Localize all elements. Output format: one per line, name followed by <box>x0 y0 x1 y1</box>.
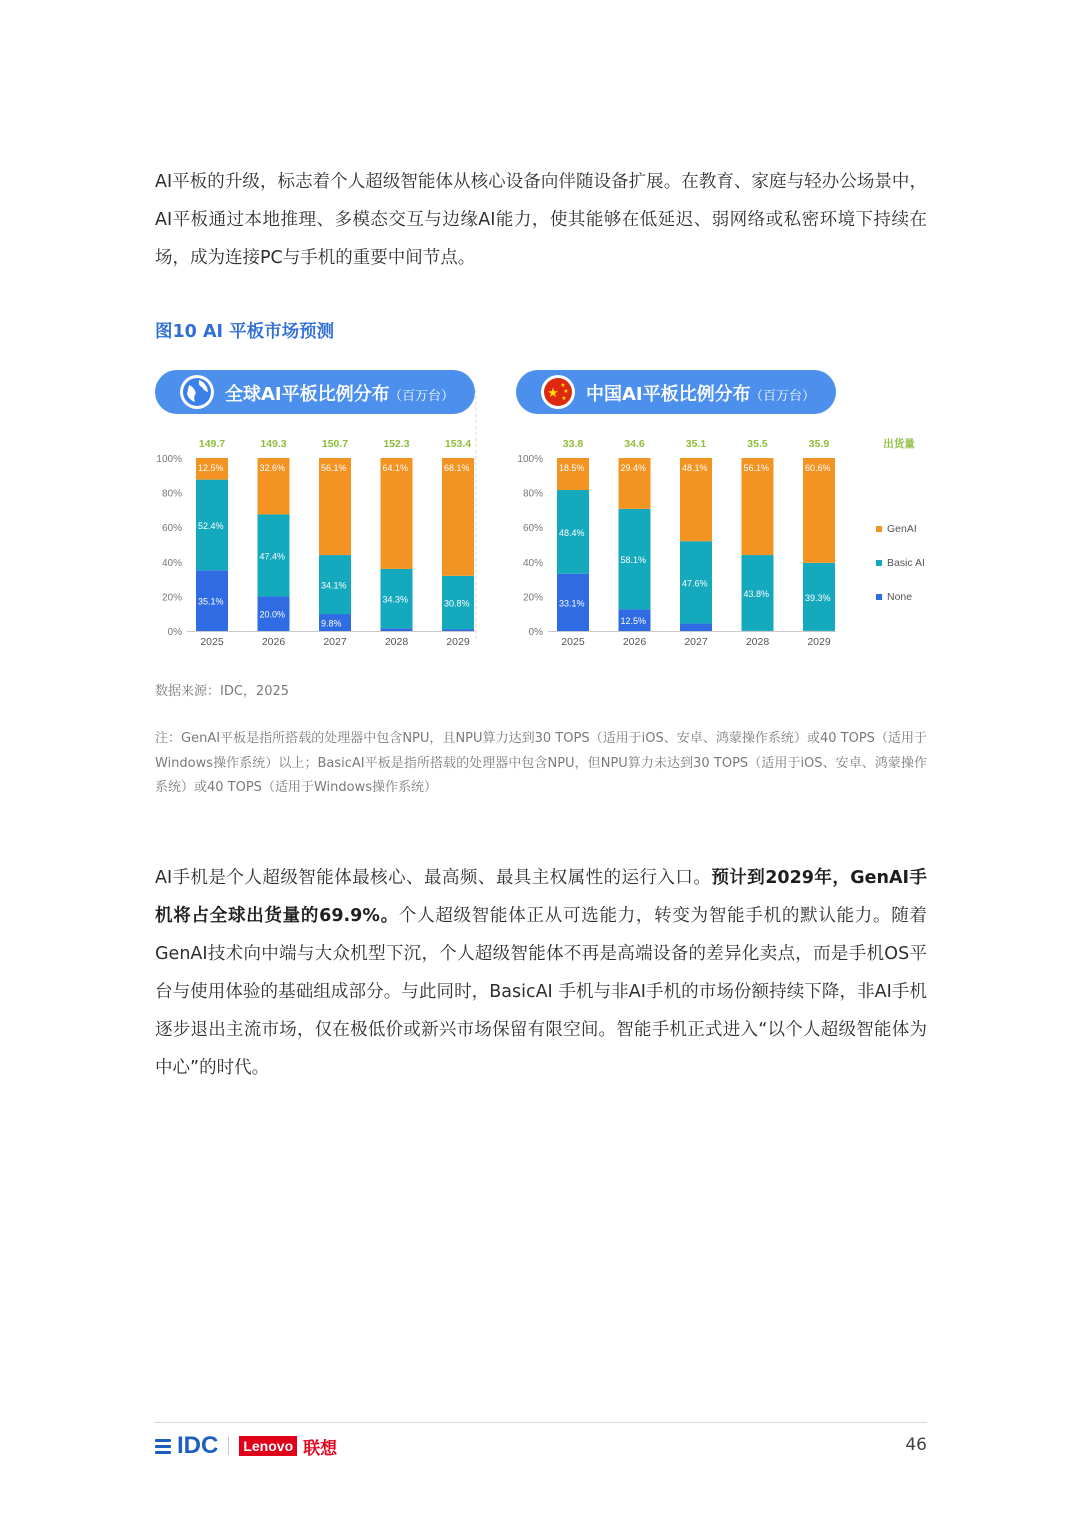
data-label: 18.5% <box>559 463 585 473</box>
data-label: 29.4% <box>620 463 647 473</box>
charts-figure <box>0 360 1080 660</box>
data-label: 43.8% <box>743 588 770 599</box>
data-label: 68.1% <box>444 463 470 473</box>
flag-small-star-icon: ★ <box>560 383 566 389</box>
legend-label: None <box>887 591 913 603</box>
bar-segment-none <box>442 629 474 631</box>
x-tick-label: 2025 <box>561 636 585 648</box>
legend-label: Basic AI <box>887 557 925 569</box>
flag-small-star-icon: ★ <box>563 389 569 395</box>
y-tick-label: 80% <box>522 488 543 500</box>
globe-icon <box>183 378 211 406</box>
data-label: 58.1% <box>620 555 647 566</box>
shipment-total-label: 149.7 <box>198 438 226 450</box>
data-label: 32.6% <box>259 463 286 473</box>
y-tick-label: 60% <box>522 523 543 535</box>
shipment-total-label: 35.1 <box>685 438 707 450</box>
x-tick-label: 2028 <box>745 636 770 648</box>
data-label: 52.4% <box>198 520 224 531</box>
y-tick-label: 40% <box>161 557 182 569</box>
bar-segment-genai <box>442 458 474 576</box>
data-label: 34.3% <box>382 594 409 605</box>
shipment-total-label: 35.5 <box>747 438 768 450</box>
x-tick-label: 2027 <box>323 636 347 648</box>
idc-mark-icon <box>155 1439 171 1454</box>
flag-star-icon: ★ <box>547 385 559 400</box>
data-label: 39.3% <box>805 592 831 603</box>
data-label: 9.8% <box>321 618 342 629</box>
x-tick-label: 2026 <box>622 636 647 648</box>
data-label: 48.4% <box>559 527 585 538</box>
chart-title-1: 中国AI平板比例分布 <box>586 384 751 405</box>
shipment-total-label: 149.3 <box>260 438 287 450</box>
page-number: 46 <box>905 1435 927 1455</box>
data-source: 数据来源：IDC，2025 <box>155 684 290 699</box>
data-label: 56.1% <box>743 463 770 473</box>
intro-paragraph: AI平板的升级，标志着个人超级智能体从核心设备向伴随设备扩展。在教育、家庭与轻办公场景中，AI平板通过本地推理、多模态交互与边缘AI能力，使其能够在低延迟、弱网络或私密环境下持续在场，成为连接PC与手机的重要中间节点。 <box>155 172 927 268</box>
data-label: 64.1% <box>382 463 409 473</box>
x-tick-label: 2026 <box>261 636 286 648</box>
chart-title-unit-0: （百万台） <box>389 389 455 404</box>
y-tick-label: 100% <box>156 454 182 465</box>
y-tick-label: 40% <box>522 557 543 569</box>
data-label: 12.5% <box>198 463 224 473</box>
y-tick-label: 20% <box>522 592 543 604</box>
data-label: 20.0% <box>259 609 286 620</box>
phone-paragraph-intro: AI手机是个人超级智能体最核心、最高频、最具主权属性的运行入口。 <box>155 868 712 888</box>
data-label: 12.5% <box>620 616 647 627</box>
y-tick-label: 100% <box>517 454 543 465</box>
shipment-total-label: 35.9 <box>808 438 830 450</box>
shipment-total-label: 34.6 <box>624 438 645 450</box>
data-label: 33.1% <box>559 598 585 609</box>
phone-paragraph <box>155 859 927 1087</box>
lenovo-logo: Lenovo <box>239 1436 297 1456</box>
phone-paragraph-body: 个人超级智能体正从可选能力，转变为智能手机的默认能力。随着GenAI技术向中端与大众机型下沉，个人超级智能体不再是高端设备的差异化卖点，而是手机OS平台与使用体验的基础组成部分。与此同时，BasicAI 手机与非AI手机的市场份额持续下降，非AI手机逐步退出主流市场，仅在极低价或新兴市场保留有限空间。智能手机正式进入“以个人超级智能体为中心”的时代。 <box>155 906 928 1078</box>
y-tick-label: 0% <box>167 627 182 638</box>
y-tick-label: 0% <box>528 627 543 638</box>
flag-small-star-icon: ★ <box>561 396 567 402</box>
legend-shipment-label: 出货量 <box>883 438 915 450</box>
bar-segment-genai <box>381 458 413 569</box>
y-tick-label: 80% <box>161 488 182 500</box>
legend-swatch <box>876 594 882 600</box>
data-label: 47.6% <box>682 578 708 589</box>
footer-divider <box>155 1422 927 1423</box>
x-tick-label: 2027 <box>684 636 708 648</box>
data-label: 60.6% <box>805 463 831 473</box>
lenovo-cn-logo: 联想 <box>303 1438 338 1459</box>
bar-segment-none <box>381 628 413 631</box>
legend-label: GenAI <box>887 523 917 535</box>
shipment-total-label: 33.8 <box>562 438 584 450</box>
bar-segment-none <box>680 624 712 631</box>
bar-segment-genai <box>803 458 835 563</box>
data-label: 48.1% <box>682 463 708 473</box>
chart-footnote: 注：GenAI平板是指所搭载的处理器中包含NPU，且NPU算力达到30 TOPS（适用于iOS、安卓、鸿蒙操作系统）或40 TOPS（适用于Windows操作系统）以上；BasicAI平板是指所搭载的处理器中包含NPU，但NPU算力未达到30 TOPS（适用于iOS、安卓、鸿蒙操作系统）或40 TOPS（适用于Windows操作系统） <box>155 731 927 795</box>
legend-swatch <box>876 526 882 532</box>
chart-title-unit-1: （百万台） <box>750 389 816 404</box>
x-tick-label: 2029 <box>807 636 831 648</box>
data-label: 30.8% <box>444 598 470 609</box>
data-label: 35.1% <box>198 596 224 607</box>
y-tick-label: 60% <box>161 523 182 535</box>
shipment-total-label: 152.3 <box>383 438 410 450</box>
x-tick-label: 2029 <box>446 636 470 648</box>
shipment-total-label: 153.4 <box>444 438 472 450</box>
x-tick-label: 2028 <box>384 636 409 648</box>
logo-separator <box>228 1437 229 1455</box>
x-tick-label: 2025 <box>200 636 224 648</box>
figure-title: 图10 AI 平板市场预测 <box>155 322 335 342</box>
data-label: 34.1% <box>321 580 347 591</box>
legend-swatch <box>876 560 882 566</box>
chart-title-0: 全球AI平板比例分布 <box>225 384 390 405</box>
idc-logo: IDC <box>177 1432 219 1459</box>
footer-logos <box>155 1432 337 1460</box>
data-label: 47.4% <box>259 551 286 562</box>
shipment-total-label: 150.7 <box>321 438 349 450</box>
y-tick-label: 20% <box>161 592 182 604</box>
data-label: 56.1% <box>321 463 347 473</box>
phone-paragraph-highlight: 预计到2029年，GenAI手机将占全球出货量的69.9%。 <box>155 868 928 926</box>
